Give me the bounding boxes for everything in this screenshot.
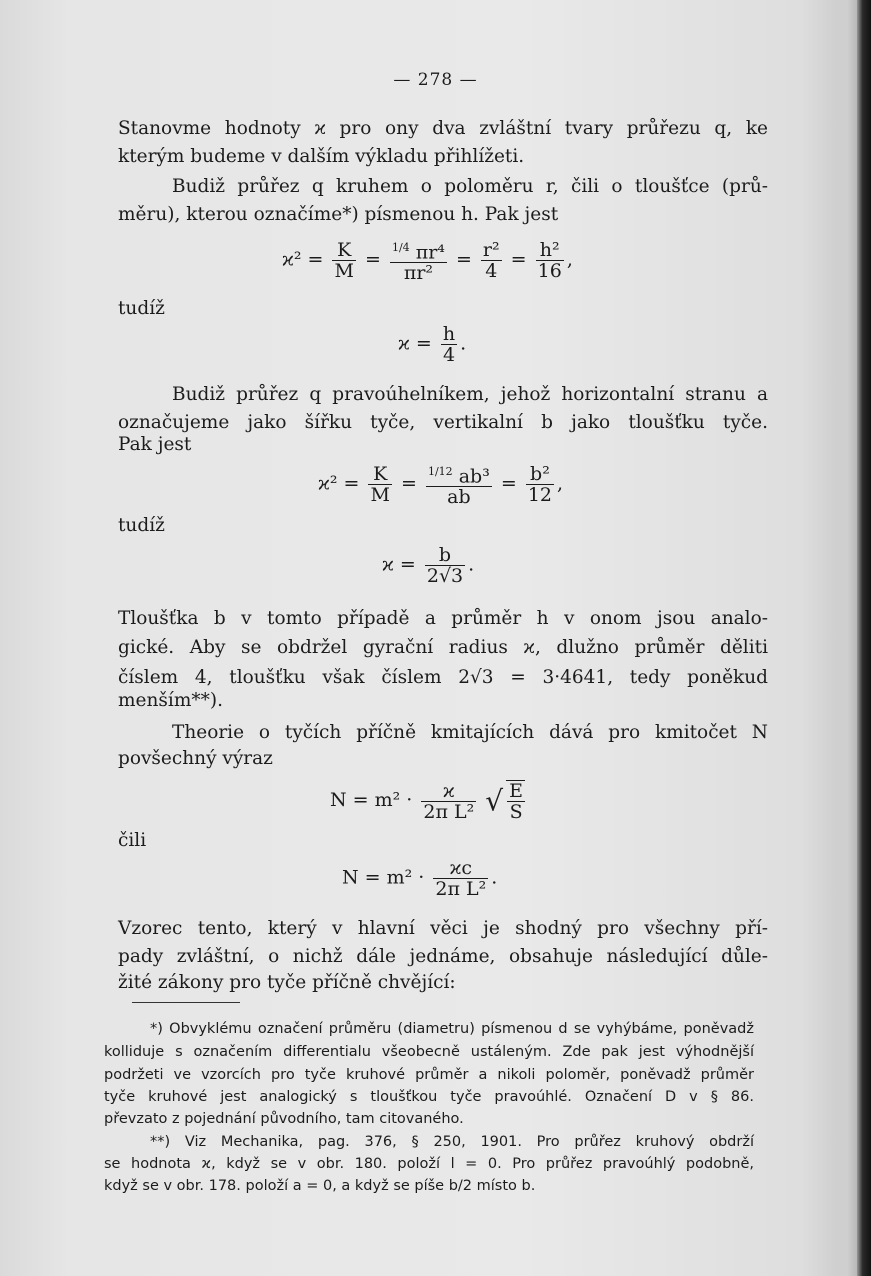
fraction: $\frac{ϰ}{\text{2π L²}}$ xyxy=(423,779,475,823)
text-line: Vzorec tento, který v hlavní věci je shodný pro všechny pří- xyxy=(118,918,768,939)
text-line: Budiž průřez q pravoúhelníkem, jehož horizontalní stranu a xyxy=(172,384,768,405)
eq-lhs: ϰ² = xyxy=(282,248,324,271)
footnote-line: se hodnota ϰ, když se v obr. 180. položí l = 0. Pro průřez pravoúhlý podobně, xyxy=(104,1156,754,1172)
text-line: Stanovme hodnoty ϰ pro ony dva zvláštní tvary průřezu q, ke xyxy=(118,118,768,139)
fraction: $\frac{b}{2√3}$ xyxy=(426,544,464,587)
text-line: Budiž průřez q kruhem o poloměru r, čili o tloušťce (prů- xyxy=(172,176,768,197)
fraction: $\frac{K}{M}$ xyxy=(334,239,354,283)
fraction: $\frac{K}{M}$ xyxy=(370,463,390,507)
text-line: menším**). xyxy=(118,690,223,711)
footnote-line: tyče kruhové jest analogický s tloušťkou tyče pravoúhlé. Označení D v § 86. xyxy=(104,1089,754,1105)
fraction: $\frac{\text{r²}}{4}$ xyxy=(482,239,500,283)
text-line: Pak jest xyxy=(118,434,192,455)
equation-frequency: N = m² · $\frac{ϰc}{\text{2π L²}}$ . xyxy=(342,857,498,900)
text-line: označujeme jako šířku tyče, vertikalní b jako tloušťku tyče. xyxy=(118,412,768,433)
text-line: žité zákony pro tyče příčně chvějící: xyxy=(118,972,456,993)
footnote-line: když se v obr. 178. položí a = 0, a když se píše b/2 místo b. xyxy=(104,1178,536,1194)
footnote-line: převzato z pojednání původního, tam citovaného. xyxy=(104,1111,464,1127)
footnote-divider xyxy=(132,1002,240,1003)
text-line: kterým budeme v dalším výkladu přihlížeti. xyxy=(118,146,525,167)
text-line: gické. Aby se obdržel gyrační radius ϰ, dlužno průměr děliti xyxy=(118,637,768,658)
footnote-line: kolliduje s označením differentialu všeobecně ustáleným. Zde pak jest výhodnější xyxy=(104,1044,754,1060)
text-line: číslem 4, tloušťku však číslem 2√3 = 3·4641, tedy poněkud xyxy=(118,667,768,688)
equation-frequency-root: N = m² · $\frac{ϰ}{\text{2π L²}}$ √ $\frac{E}{S}$ xyxy=(330,779,524,823)
footnote-line: podržeti ve vzorcích pro tyče kruhové průměr a nikoli poloměr, poněvadž průměr xyxy=(104,1067,754,1083)
text-line: pady zvláštní, o nichž dále jednáme, obsahuje následující důle- xyxy=(118,946,768,967)
fraction: $\frac{\text{h²}}{16}$ xyxy=(537,239,562,283)
word-cili: čili xyxy=(118,830,147,851)
footnote-line: *) Obvyklému označení průměru (diametru) písmenou d se vyhýbáme, poněvadž xyxy=(150,1021,754,1037)
page-edge-shadow xyxy=(847,0,857,1276)
fraction: $\frac{\text{b²}}{12}$ xyxy=(527,463,553,507)
text-line: Tloušťka b v tomto případě a průměr h v onom jsou analo- xyxy=(118,608,768,629)
text-line: měru), kterou označíme*) písmenou h. Pak jest xyxy=(118,204,559,225)
page-number: — 278 — xyxy=(393,70,478,90)
binding-edge xyxy=(857,0,871,1276)
fraction: $\frac{h}{4}$ xyxy=(442,323,456,366)
footnote-line: **) Viz Mechanika, pag. 376, § 250, 1901. Pro průřez kruhový obdrží xyxy=(150,1134,754,1150)
fraction: $\frac{^{1/4} \pi r^4}{\text{πr²}}$ xyxy=(391,241,445,285)
word-tudiz: tudíž xyxy=(118,515,165,536)
equation-kappa-squared-rect: ϰ² = $\frac{K}{M}$ = $\frac{^{1/12} ab^3}{ab}$ = $\frac{\text{b²}}{12}$ , xyxy=(318,463,564,509)
root-fraction: $\frac{E}{S}$ xyxy=(506,780,525,822)
equation-kappa-squared-circle: ϰ² = $\frac{K}{M}$ = $\frac{^{1/4} \pi r^4}{\text{πr²}}$ = $\frac{\text{r²}}{4}$ = $\frac{\text{h²}}{16}$ , xyxy=(282,239,573,285)
fraction: $\frac{ϰc}{\text{2π L²}}$ xyxy=(435,857,487,900)
fraction: $\frac{^{1/12} ab^3}{ab}$ xyxy=(427,465,490,509)
word-tudiz: tudíž xyxy=(118,298,165,319)
equation-kappa-rect: ϰ = $\frac{b}{2√3}$ . xyxy=(382,544,475,587)
text-line: povšechný výraz xyxy=(118,748,273,769)
equation-kappa-circle: ϰ = $\frac{h}{4}$ . xyxy=(398,323,467,366)
text-line: Theorie o tyčích příčně kmitajících dává pro kmitočet N xyxy=(172,722,768,743)
sqrt-sign: √ xyxy=(485,784,504,818)
